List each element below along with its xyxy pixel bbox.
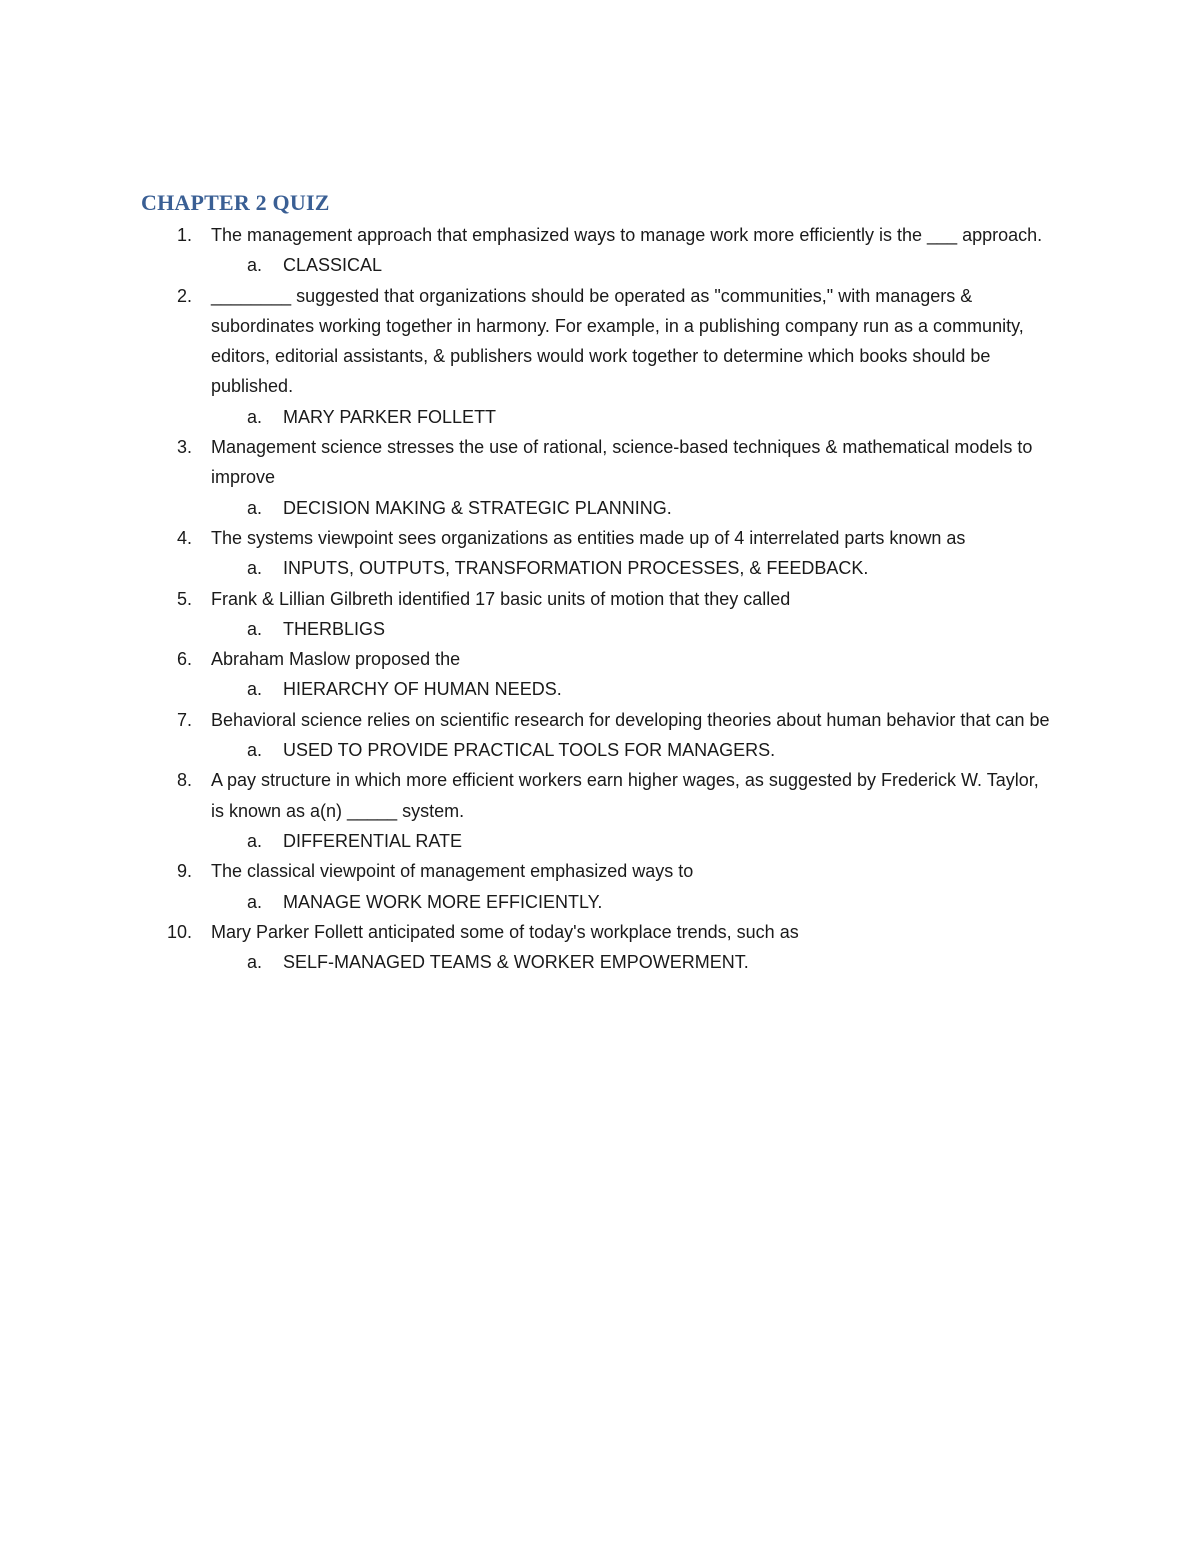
answer-letter: a. <box>247 679 263 700</box>
question <box>0 220 1053 250</box>
answer-letter: a. <box>247 830 263 851</box>
answer <box>0 947 1200 977</box>
question-number: 1. <box>176 225 192 245</box>
answer-letter: a. <box>247 558 263 579</box>
question-number: 4. <box>176 527 192 548</box>
question-text: Management science stresses the use of rational, science-based techniques & mathematical models to improve <box>211 437 1033 488</box>
answer-letter: a. <box>247 255 263 276</box>
answer-letter: a. <box>247 740 263 761</box>
answer-letter: a. <box>247 618 263 639</box>
answer-letter: a. <box>247 891 263 912</box>
question-text: Mary Parker Follett anticipated some of today's workplace trends, such as <box>211 921 799 942</box>
answer-text: SELF-MANAGED TEAMS & WORKER EMPOWERMENT. <box>283 952 749 973</box>
question <box>0 644 1053 674</box>
answer-text: DECISION MAKING & STRATEGIC PLANNING. <box>283 497 672 518</box>
answer-text: INPUTS, OUTPUTS, TRANSFORMATION PROCESSES, & FEEDBACK. <box>283 558 869 579</box>
question-text: The classical viewpoint of management emphasized ways to <box>211 861 694 882</box>
question-text: The management approach that emphasized ways to manage work more efficiently is the ___ approach. <box>211 225 1043 245</box>
answer-text: CLASSICAL <box>283 255 383 276</box>
question-text: A pay structure in which more efficient workers earn higher wages, as suggested by Frederick W. Taylor, is known as a(n) _____ system. <box>211 770 1039 821</box>
answer <box>0 614 1200 644</box>
answer <box>0 493 1200 523</box>
answer-letter: a. <box>247 406 263 427</box>
question-number: 2. <box>176 285 192 306</box>
answer-text: HIERARCHY OF HUMAN NEEDS. <box>283 679 562 700</box>
question-text: ________ suggested that organizations should be operated as "communities," with managers & subordinates working together in harmony. For example, in a publishing company run as a community, editors, editorial assistants, & publishers would work together to determine which books should be published. <box>211 285 1024 397</box>
question-item <box>0 917 1200 978</box>
answer-text: MANAGE WORK MORE EFFICIENTLY. <box>283 891 603 912</box>
quiz-list <box>0 220 1200 977</box>
question-number: 8. <box>176 770 192 791</box>
question-item <box>0 705 1200 766</box>
question <box>0 917 1053 947</box>
answer <box>0 887 1200 917</box>
question-number: 3. <box>176 437 192 458</box>
answer-text: THERBLIGS <box>283 618 386 639</box>
question <box>0 584 1053 614</box>
question-number: 5. <box>176 588 192 609</box>
answer-letter: a. <box>247 952 263 973</box>
question-item <box>0 432 1200 523</box>
question-item <box>0 644 1200 705</box>
question-number: 9. <box>176 861 192 882</box>
question-text: Abraham Maslow proposed the <box>211 649 461 670</box>
question <box>0 281 1053 402</box>
question-number: 7. <box>176 709 192 730</box>
question <box>0 432 1053 493</box>
question-item <box>0 281 1200 432</box>
answer <box>0 553 1200 583</box>
question <box>0 765 1053 826</box>
question-item <box>0 523 1200 584</box>
answer <box>0 735 1200 765</box>
question-text: The systems viewpoint sees organizations as entities made up of 4 interrelated parts known as <box>211 527 966 548</box>
page-title: CHAPTER 2 QUIZ <box>141 190 330 215</box>
answer-text: USED TO PROVIDE PRACTICAL TOOLS FOR MANAGERS. <box>283 740 776 761</box>
question-number: 10. <box>166 921 192 942</box>
question-item <box>0 584 1200 645</box>
answer-text: DIFFERENTIAL RATE <box>283 830 463 851</box>
answer <box>0 826 1200 856</box>
question <box>0 523 1053 553</box>
answer <box>0 674 1200 704</box>
question-item <box>0 220 1200 281</box>
question-text: Frank & Lillian Gilbreth identified 17 basic units of motion that they called <box>211 588 791 609</box>
answer-text: MARY PARKER FOLLETT <box>283 406 497 427</box>
answer <box>0 402 1200 432</box>
question-number: 6. <box>176 649 192 670</box>
question-text: Behavioral science relies on scientific research for developing theories about human behavior that can be <box>211 709 1050 730</box>
question-item <box>0 856 1200 917</box>
question-item <box>0 765 1200 856</box>
answer <box>0 250 1200 280</box>
question <box>0 856 1053 886</box>
answer-letter: a. <box>247 497 263 518</box>
question <box>0 705 1053 735</box>
